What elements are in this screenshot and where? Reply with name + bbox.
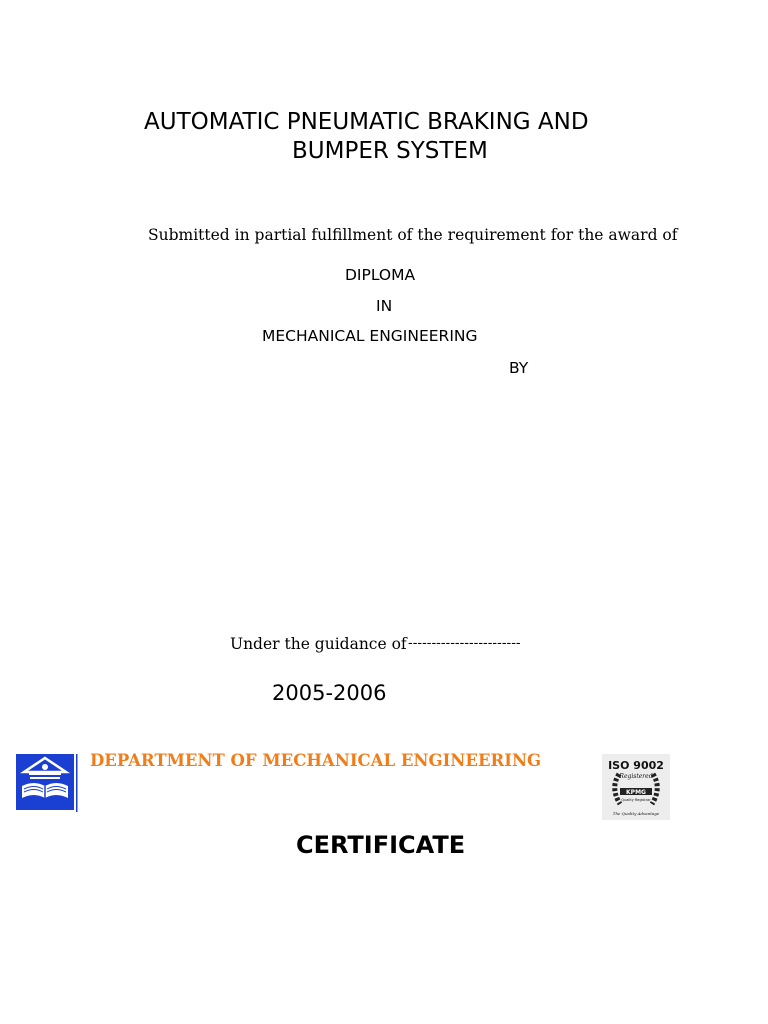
project-title-line-2: BUMPER SYSTEM: [292, 138, 488, 164]
project-title-line-1: AUTOMATIC PNEUMATIC BRAKING AND: [144, 109, 589, 135]
iso-badge-tagline: The Quality Advantage: [612, 811, 660, 816]
iso-badge-line3: KPMG: [626, 789, 646, 796]
academic-year: 2005-2006: [272, 681, 387, 705]
certificate-heading: CERTIFICATE: [296, 831, 466, 859]
department-name: DEPARTMENT OF MECHANICAL ENGINEERING: [90, 751, 542, 770]
by-label: BY: [509, 359, 529, 377]
iso-badge-line1: ISO 9002: [608, 759, 664, 772]
degree-name: DIPLOMA: [345, 266, 416, 284]
degree-discipline: MECHANICAL ENGINEERING: [262, 327, 478, 345]
degree-in-word: IN: [376, 297, 393, 315]
iso-badge-line2: Registered: [619, 773, 653, 780]
institute-emblem-icon: [16, 754, 78, 816]
iso-certification-badge-icon: [602, 754, 670, 824]
iso-badge-line4: Quality Registrar: [621, 798, 651, 802]
guide-name-placeholder: ------------------------: [408, 636, 521, 651]
guidance-label: Under the guidance of: [230, 635, 407, 653]
submission-statement: Submitted in partial fulfillment of the requirement for the award of: [148, 226, 678, 244]
